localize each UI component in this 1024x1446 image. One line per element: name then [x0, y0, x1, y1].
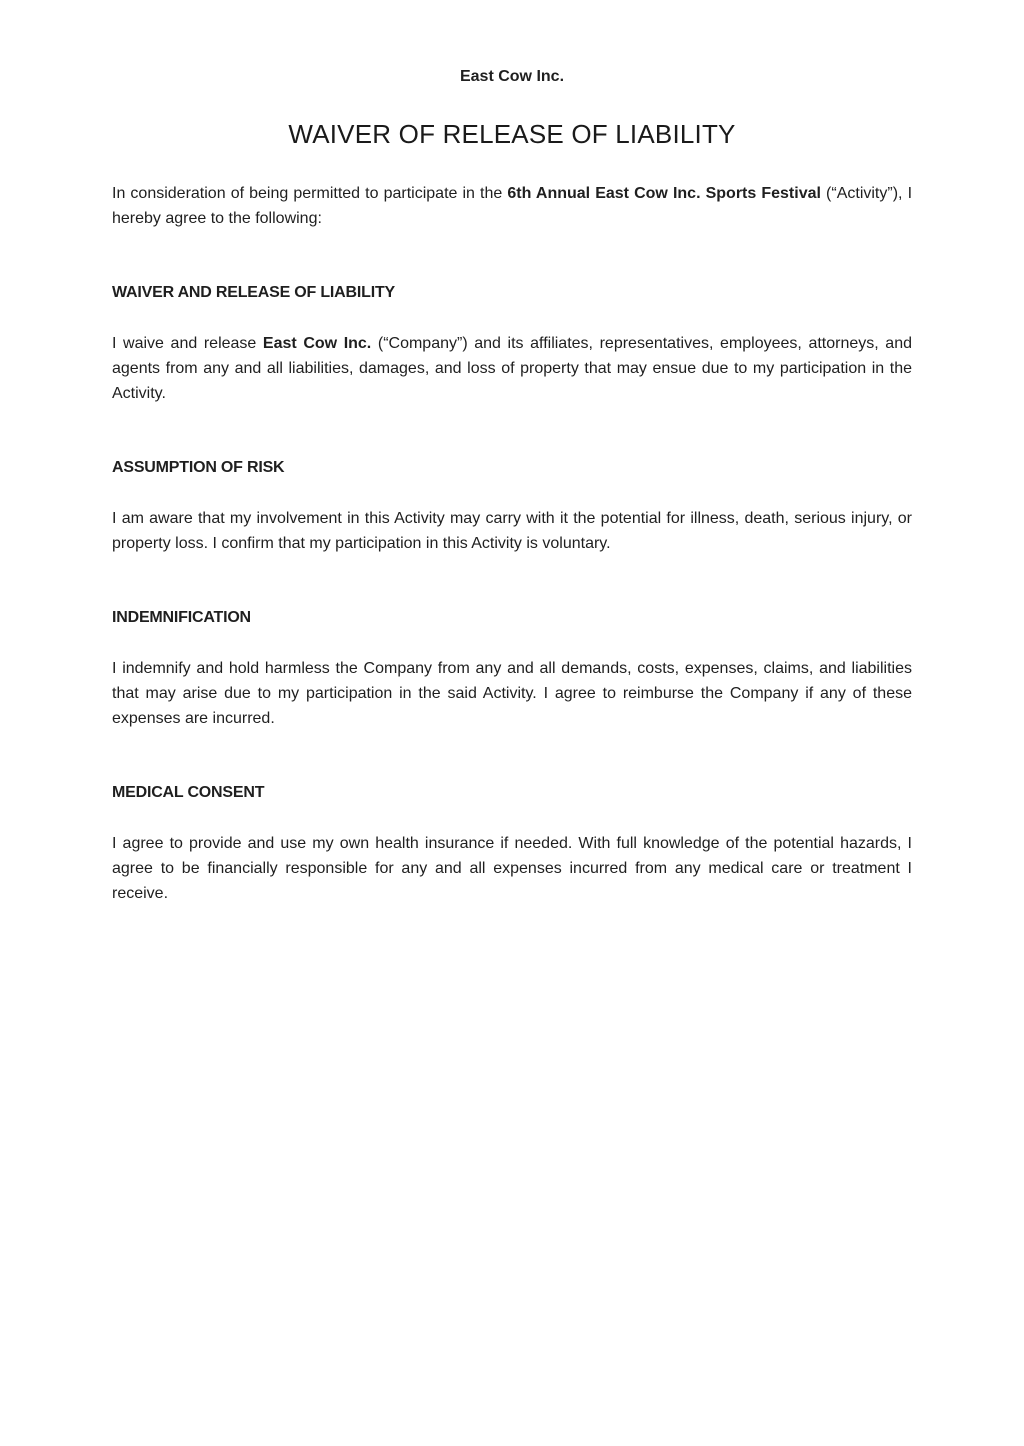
section-text-medical: I agree to provide and use my own health insurance if needed. With full knowledge of the potential hazards, I agree to be financially responsible for any and all expenses incurred from any medical care or treatment I receive. — [112, 835, 912, 902]
waiver-text-after: (“Company”) and its affiliates, representatives, employees, attorneys, and agents from any and all liabilities, damages, and loss of property that may ensue due to my participation in the Activity. — [112, 335, 912, 402]
section-heading-waiver: WAIVER AND RELEASE OF LIABILITY — [112, 284, 395, 301]
intro-paragraph — [112, 181, 912, 231]
company-name: East Cow Inc. — [459, 68, 565, 85]
section-heading-indemnification: INDEMNIFICATION — [112, 609, 251, 626]
document-title: WAIVER OF RELEASE OF LIABILITY — [288, 119, 736, 149]
event-name: 6th Annual East Cow Inc. Sports Festival — [507, 185, 821, 202]
section-text-waiver — [112, 331, 912, 406]
section-heading-medical: MEDICAL CONSENT — [112, 784, 265, 801]
section-heading-risk: ASSUMPTION OF RISK — [112, 459, 285, 476]
intro-text-before: In consideration of being permitted to participate in the — [112, 185, 508, 202]
intro-text-after: (“Activity”), I hereby agree to the following: — [112, 185, 913, 227]
section-text-indemnification: I indemnify and hold harmless the Company from any and all demands, costs, expenses, claims, and liabilities that may arise due to my participation in the said Activity. I agree to reimburse the Company if any of these expenses are incurred. — [112, 660, 912, 727]
company-bold-name: East Cow Inc. — [262, 335, 372, 352]
section-text-risk: I am aware that my involvement in this Activity may carry with it the potential for illness, death, serious injury, or property loss. I confirm that my participation in this Activity is voluntary. — [112, 510, 912, 552]
waiver-text-before: I waive and release — [112, 335, 263, 352]
